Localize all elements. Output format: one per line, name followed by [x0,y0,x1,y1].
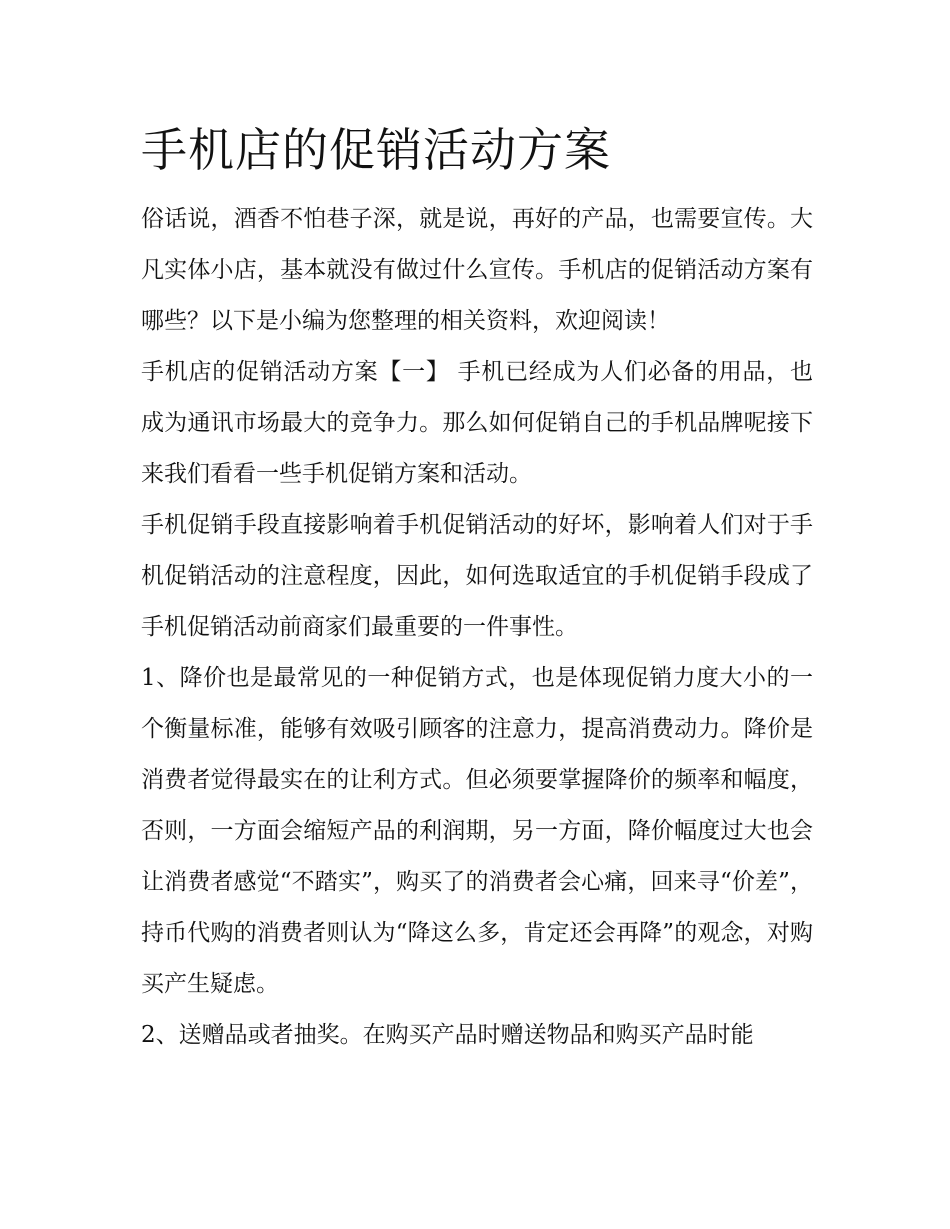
paragraph-item-2-gifts: 2、送赠品或者抽奖。在购买产品时赠送物品和购买产品时能 [141,1022,754,1048]
paragraph-item-1-price-cut: 1、降价也是最常见的一种促销方式，也是体现促销力度大小的一个衡量标准，能够有效吸引顾客的注意力，提高消费动力。降价是消费者觉得最实在的让利方式。但必须要掌握降价的频率和幅度，否则，一方面会缩短产品的利润期，另一方面，降价幅度过大也会让消费者感觉“不踏实”，购买了的消费者会心痛，回来寻“价差”，持币代购的消费者则认为“降这么多，肯定还会再降”的观念，对购买产生疑虑。 [141,665,813,997]
document-page [141,112,813,1061]
document-title: 手机店的促销活动方案 [141,123,611,177]
paragraph-section-one: 手机店的促销活动方案【一】 手机已经成为人们必备的用品，也成为通讯市场最大的竞争力。那么如何促销自己的手机品牌呢接下来我们看看一些手机促销方案和活动。 [141,359,813,487]
paragraph-intro: 俗话说，酒香不怕巷子深，就是说，再好的产品，也需要宣传。大凡实体小店，基本就没有做过什么宣传。手机店的促销活动方案有哪些？以下是小编为您整理的相关资料，欢迎阅读！ [141,206,813,334]
paragraph-promotion-means: 手机促销手段直接影响着手机促销活动的好坏，影响着人们对于手机促销活动的注意程度，因此，如何选取适宜的手机促销手段成了手机促销活动前商家们最重要的一件事性。 [141,512,813,640]
